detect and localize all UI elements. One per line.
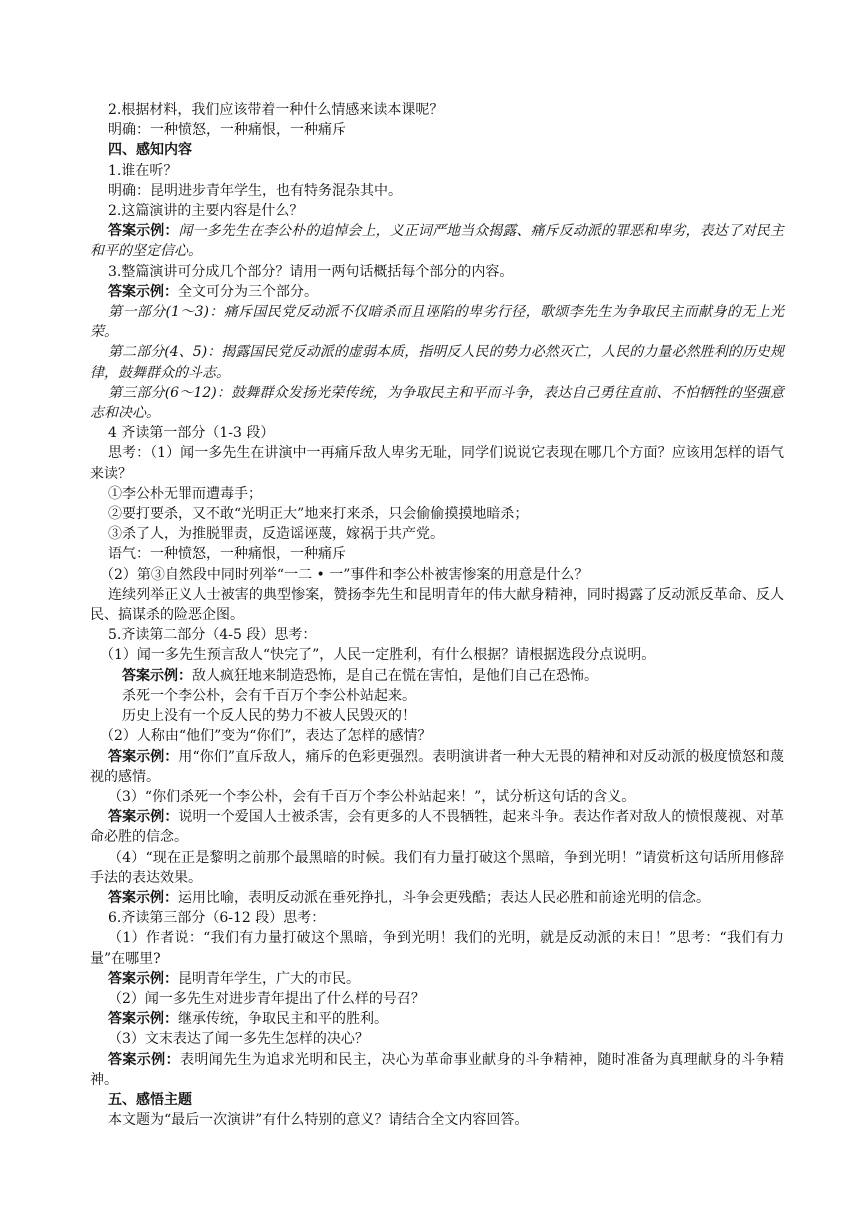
answer: 语气：一种愤怒，一种痛恨，一种痛斥 bbox=[108, 546, 346, 563]
answer-label: 答案示例： bbox=[108, 889, 178, 906]
answer-label: 答案示例： bbox=[108, 223, 179, 240]
answer-text: 闻一多先生在李公朴的追悼会上，义正词严地当众揭露、痛斥反动派的罪恶和卑劣，表达了对民主和平的坚定信心。 bbox=[90, 223, 785, 260]
answer-label: 答案示例： bbox=[108, 283, 178, 300]
question: 思考：（1）闻一多先生在讲演中一再痛斥敌人卑劣无耻，同学们说说它表现在哪几个方面？应该用怎样的语气来读？ bbox=[90, 445, 784, 482]
answer bbox=[90, 666, 784, 686]
list-item: ③杀了人，为推脱罪责，反造谣诬蔑，嫁祸于共产党。 bbox=[108, 526, 444, 543]
question: （4）“现在正是黎明之前那个最黑暗的时候。我们有力量打破这个黑暗，争到光明！”请赏析这句话所用修辞手法的表达效果。 bbox=[90, 849, 784, 886]
answer-text: 用“你们”直斥敌人，痛斥的色彩更强烈。表明演讲者一种大无畏的精神和对反动派的极度愤怒和蔑视的感情。 bbox=[90, 748, 785, 785]
answer bbox=[90, 888, 784, 908]
answer bbox=[90, 1009, 784, 1029]
question: 1.谁在听？ bbox=[108, 162, 178, 179]
answer-label: 答案示例： bbox=[108, 970, 178, 987]
section-heading: 五、感悟主题 bbox=[108, 1091, 192, 1108]
question: （3）“你们杀死一个李公朴，会有千百万个李公朴站起来！”，试分析这句话的含义。 bbox=[108, 788, 636, 805]
answer bbox=[90, 221, 784, 261]
question: （2）闻一多先生对进步青年提出了什么样的号召？ bbox=[108, 990, 425, 1007]
answer bbox=[90, 969, 784, 989]
answer-label: 答案示例： bbox=[108, 1051, 180, 1068]
answer: 明确：昆明进步青年学生，也有特务混杂其中。 bbox=[108, 182, 402, 199]
question: 本文题为“最后一次演讲”有什么特别的意义？请结合全文内容回答。 bbox=[108, 1112, 529, 1129]
answer-text: 昆明青年学生，广大的市民。 bbox=[178, 970, 360, 987]
question: （1）闻一多先生预言敌人“快完了”，人民一定胜利，有什么根据？请根据选段分点说明。 bbox=[100, 647, 656, 664]
question: （1）作者说：“我们有力量打破这个黑暗，争到光明！我们的光明，就是反动派的末日！”思考：“我们有力量”在哪里? bbox=[90, 930, 784, 967]
question: （2）第③自然段中同时列举“一二 • 一”事件和李公朴被害惨案的用意是什么？ bbox=[100, 566, 589, 583]
answer bbox=[90, 807, 784, 847]
answer bbox=[90, 282, 784, 302]
answer-text: 运用比喻，表明反动派在垂死挣扎，斗争会更残酷；表达人民必胜和前途光明的信念。 bbox=[178, 889, 710, 906]
step-heading: 4 齐读第一部分（1-3 段） bbox=[108, 425, 275, 442]
answer: 连续列举正义人士被害的典型惨案，赞扬李先生和昆明青年的伟大献身精神，同时揭露了反动派反革命、反人民、搞谋杀的险恶企图。 bbox=[90, 586, 784, 624]
part-summary: 第三部分(6～12)：鼓舞群众发扬光荣传统，为争取民主和平而斗争，表达自己勇往直前、不怕牺牲的坚强意志和决心。 bbox=[90, 384, 784, 422]
answer-label: 答案示例： bbox=[108, 1011, 178, 1028]
answer-text: 全文可分为三个部分。 bbox=[178, 283, 318, 300]
answer-label: 答案示例： bbox=[108, 809, 179, 826]
answer bbox=[90, 747, 784, 787]
list-item: ①李公朴无罪而遭毒手； bbox=[108, 485, 262, 502]
answer-text: 继承传统，争取民主和平的胜利。 bbox=[178, 1011, 388, 1028]
question: （2）人称由“他们”变为“你们”，表达了怎样的感情？ bbox=[100, 728, 432, 745]
answer-text: 说明一个爱国人士被杀害，会有更多的人不畏牺牲，起来斗争。表达作者对敌人的愤恨蔑视、对革命必胜的信念。 bbox=[90, 809, 785, 846]
answer bbox=[90, 1050, 784, 1090]
answer-label: 答案示例： bbox=[108, 748, 179, 765]
step-heading: 5.齐读第二部分（4-5 段）思考： bbox=[108, 627, 317, 644]
answer-label: 答案示例： bbox=[122, 667, 192, 684]
section-heading: 四、感知内容 bbox=[108, 142, 192, 159]
answer: 杀死一个李公朴，会有千百万个李公朴站起来。 bbox=[122, 687, 416, 704]
question: 2.根据材料，我们应该带着一种什么情感来读本课呢？ bbox=[108, 102, 444, 118]
part-summary: 第二部分(4、5)：揭露国民党反动派的虚弱本质，指明反人民的势力必然灭亡，人民的力量必然胜利的历史规律，鼓舞群众的斗志。 bbox=[90, 344, 784, 381]
answer: 明确：一种愤怒，一种痛恨，一种痛斥 bbox=[108, 122, 346, 139]
step-heading: 6.齐读第三部分（6-12 段）思考： bbox=[108, 910, 326, 927]
question: （3）文末表达了闻一多先生怎样的决心？ bbox=[108, 1031, 369, 1048]
document-page bbox=[90, 100, 784, 1130]
answer-text: 表明闻先生为追求光明和民主，决心为革命事业献身的斗争精神，随时准备为真理献身的斗争精神。 bbox=[90, 1051, 785, 1088]
part-summary: 第一部分(1～3)：痛斥国民党反动派不仅暗杀而且诬陷的卑劣行径，歌颂李先生为争取民主而献身的无上光荣。 bbox=[90, 304, 784, 341]
answer: 历史上没有一个反人民的势力不被人民毁灭的！ bbox=[122, 708, 416, 725]
list-item: ②要打要杀，又不敢“光明正大”地来打来杀，只会偷偷摸摸地暗杀； bbox=[108, 506, 529, 523]
answer-text: 敌人疯狂地来制造恐怖，是自己在慌在害怕，是他们自己在恐怖。 bbox=[192, 667, 598, 684]
question: 2.这篇演讲的主要内容是什么？ bbox=[108, 203, 304, 220]
question: 3.整篇演讲可分成几个部分？请用一两句话概括每个部分的内容。 bbox=[108, 263, 514, 280]
